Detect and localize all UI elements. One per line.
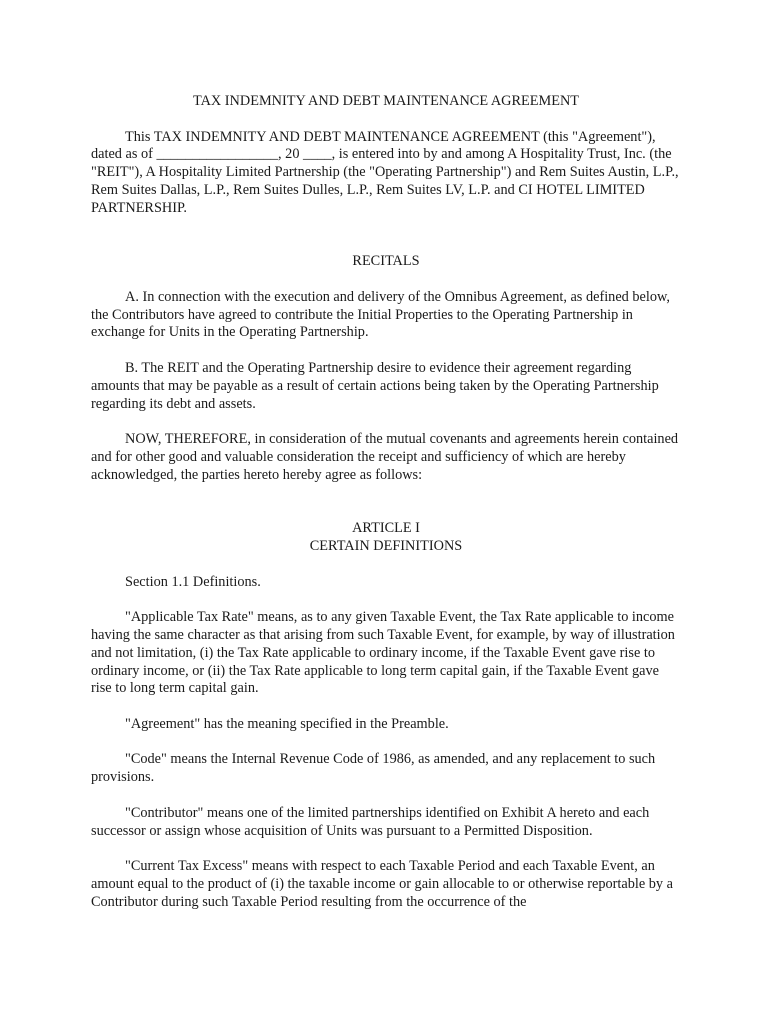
now-therefore-paragraph: NOW, THEREFORE, in consideration of the mutual covenants and agreements herein contained and for other good and valuable consideration the receipt and sufficiency of which are hereby acknowledged, the parties hereto hereby agree as follows: (91, 431, 679, 483)
recital-a-paragraph: A. In connection with the execution and delivery of the Omnibus Agreement, as defined below, the Contributors have agreed to contribute the Initial Properties to the Operating Partnership in exchange for Units in the Operating Partnership. (91, 288, 670, 341)
spacer (91, 502, 681, 520)
article-number: ARTICLE I (352, 520, 420, 537)
document-title: TAX INDEMNITY AND DEBT MAINTENANCE AGREEMENT (192, 93, 580, 109)
article-title: CERTAIN DEFINITIONS (309, 537, 463, 554)
article-heading (91, 520, 681, 556)
definition-applicable-tax-rate: "Applicable Tax Rate" means, as to any given Taxable Event, the Tax Rate applicable to income having the same character as that arising from such Taxable Event, for example, by way of illustration and not limitation, (i) the Tax Rate applicable to ordinary income, if the Taxable Event gave rise to ordinary income, or (ii) the Tax Rate applicable to long term capital gain, if the Taxable Event gave rise to long term capital gain. (91, 609, 675, 697)
recital-b-paragraph: B. The REIT and the Operating Partnership desire to evidence their agreement regarding amounts that may be payable as a result of certain actions being taken by the Operating Partnership regarding its debt and assets. (91, 359, 659, 412)
spacer (91, 235, 681, 253)
section-1-1-heading: Section 1.1 Definitions. (125, 573, 261, 590)
definition-current-tax-excess: "Current Tax Excess" means with respect to each Taxable Period and each Taxable Event, an amount equal to the product of (i) the taxable income or gain allocable to or otherwise reportable by a Contributor during such Taxable Period resulting from the occurrence of the (91, 858, 673, 910)
recitals-heading: RECITALS (352, 253, 420, 270)
definition-agreement: "Agreement" has the meaning specified in the Preamble. (125, 715, 449, 732)
preamble-paragraph: This TAX INDEMNITY AND DEBT MAINTENANCE AGREEMENT (this "Agreement"), dated as of _________________, 20 ____, is entered into by and among A Hospitality Trust, Inc. (the "REIT"), A Hospitality Limited Partnership (the "Operating Partnership") and Rem Suites Austin, L.P., Rem Suites Dallas, L.P., Rem Suites Dulles, L.P., Rem Suites LV, L.P. and CI HOTEL LIMITED PARTNERSHIP. (91, 128, 679, 216)
definition-code: "Code" means the Internal Revenue Code of 1986, as amended, and any replacement to such provisions. (91, 751, 656, 786)
definition-contributor: "Contributor" means one of the limited partnerships identified on Exhibit A hereto and each successor or assign whose acquisition of Units was pursuant to a Permitted Disposition. (91, 804, 650, 839)
document-page (91, 93, 681, 929)
